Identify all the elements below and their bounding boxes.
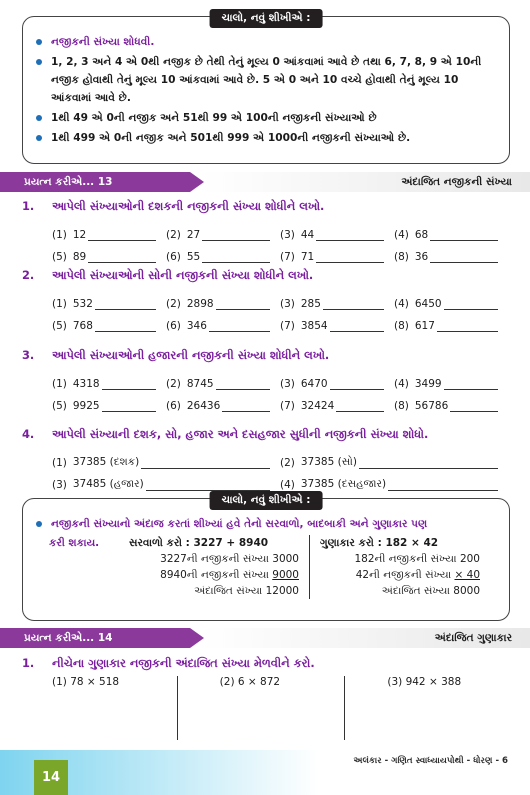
bullet-item: 1થી 49 એ 0ની નજીક અને 51થી 99 એ 100ની નજીકની સંખ્યાઓ છે <box>35 109 495 127</box>
answer-item <box>52 251 166 263</box>
product-result: અંદાજિત સંખ્યા 8000 <box>381 585 480 597</box>
estimation-examples <box>23 535 509 599</box>
item-value: 12 <box>72 229 87 241</box>
answer-item <box>394 320 508 332</box>
answer-item <box>52 478 280 491</box>
question-number: 1. <box>22 656 35 670</box>
item-value: 532 <box>72 298 93 310</box>
learn-tag: ચાલો, નવું શીખીએ : <box>210 491 323 510</box>
question-text: આપેલી સંખ્યાઓની દશકની નજીકની સંખ્યા શોધીને લખો. <box>52 199 325 213</box>
bullet-continuation: કરી શકાય. <box>49 537 100 549</box>
answer-blank[interactable] <box>95 320 156 332</box>
learn-box-top <box>22 12 510 164</box>
item-value: 32424 <box>300 400 335 412</box>
question-3 <box>22 347 512 412</box>
item-value: 6470 <box>300 378 328 390</box>
answer-item <box>52 229 166 241</box>
answer-blank[interactable] <box>222 400 270 412</box>
bullet-item: નજીકની સંખ્યાનો અંદાજ કરતાં શીખ્યાં હવે તેનો સરવાળો, બાદબાકી અને ગુણાકાર પણ <box>35 515 495 533</box>
answer-item <box>280 478 508 491</box>
answer-blank[interactable] <box>330 320 384 332</box>
item-value: 56786 <box>414 400 449 412</box>
answer-item <box>166 229 280 241</box>
answer-blank[interactable] <box>336 400 384 412</box>
footer-title: અલંકાર - ગણિત સ્વાધ્યાયપોથી - ધોરણ - 6 <box>353 756 508 766</box>
item-label: (8) <box>394 320 409 332</box>
work-columns <box>22 676 512 740</box>
answer-item <box>280 251 394 263</box>
answer-item <box>394 251 508 263</box>
item-value: 89 <box>72 251 87 263</box>
work-area[interactable]: (3) 942 × 388 <box>344 676 512 740</box>
item-label: (3) <box>280 298 295 310</box>
section-bar-label: પ્રયત્ન કરીએ... 13 <box>0 172 190 192</box>
answer-item <box>52 378 166 390</box>
item-label: (3) <box>280 229 295 241</box>
answer-blank[interactable] <box>430 229 498 241</box>
item-value: 71 <box>300 251 315 263</box>
sum-line: 8940ની નજીકની સંખ્યા 9000 <box>160 569 299 581</box>
item-label: (4) <box>280 479 295 491</box>
item-value: 37385 (દસહજાર) <box>300 478 387 490</box>
answer-item <box>394 378 508 390</box>
question-text: આપેલી સંખ્યાની દશક, સો, હજાર અને દસહજાર સુધીની નજીકની સંખ્યા શોધો. <box>52 427 429 441</box>
answer-blank[interactable] <box>141 457 270 469</box>
answer-item <box>280 320 394 332</box>
answer-blank[interactable] <box>202 229 270 241</box>
answer-item <box>394 298 508 310</box>
item-label: (5) <box>52 400 67 412</box>
item-value: 768 <box>72 320 93 332</box>
answer-item <box>166 320 280 332</box>
answer-blank[interactable] <box>316 229 384 241</box>
bullet-item: 1થી 499 એ 0ની નજીક અને 501થી 999 એ 1000ની નજીકની સંખ્યાઓ છે. <box>35 129 495 147</box>
sum-line: 3227ની નજીકની સંખ્યા 3000 <box>160 553 299 565</box>
item-value: 617 <box>414 320 435 332</box>
product-line: 182ની નજીકની સંખ્યા 200 <box>354 553 480 565</box>
item-label: (5) <box>52 320 67 332</box>
answer-blank[interactable] <box>444 378 498 390</box>
answer-blank[interactable] <box>444 298 498 310</box>
question-number: 3. <box>22 348 35 362</box>
question-5 <box>22 655 512 671</box>
item-value: 3499 <box>414 378 442 390</box>
problem: 6 × 872 <box>237 676 281 688</box>
item-value: 2898 <box>186 298 214 310</box>
problem: 78 × 518 <box>70 676 120 688</box>
item-value: 37385 (સો) <box>300 456 357 468</box>
sum-title: સરવાળો કરો : 3227 + 8940 <box>129 537 269 549</box>
answer-blank[interactable] <box>359 457 498 469</box>
item-value: 37485 (હજાર) <box>72 478 144 490</box>
item-value: 36 <box>414 251 429 263</box>
learn-bullets <box>23 17 509 147</box>
answer-item <box>280 298 394 310</box>
answer-blank[interactable] <box>146 479 270 491</box>
product-title: ગુણાકાર કરો : 182 × 42 <box>320 537 439 549</box>
question-text: આપેલી સંખ્યાઓની હજારની નજીકની સંખ્યા શોધીને લખો. <box>52 348 330 362</box>
item-value: 9925 <box>72 400 100 412</box>
item-label: (3) <box>52 479 67 491</box>
question-number: 1. <box>22 199 35 213</box>
item-label: (2) <box>280 457 295 469</box>
answer-blank[interactable] <box>316 251 384 263</box>
section-bar-14 <box>0 628 530 648</box>
item-label: (7) <box>280 400 295 412</box>
answer-blank[interactable] <box>88 251 156 263</box>
item-value: 4318 <box>72 378 100 390</box>
answer-blank[interactable] <box>216 298 270 310</box>
section-bar-13 <box>0 172 530 192</box>
answer-blank[interactable] <box>388 479 498 491</box>
item-value: 37385 (દશક) <box>72 456 140 468</box>
question-number: 4. <box>22 427 35 441</box>
answer-item <box>52 456 280 469</box>
item-label: (1) <box>52 229 67 241</box>
answer-item <box>166 400 280 412</box>
section-bar-topic: અંદાજિત ગુણાકાર <box>200 628 530 648</box>
question-2 <box>22 267 512 332</box>
answer-item <box>394 400 508 412</box>
answer-blank[interactable] <box>102 400 156 412</box>
answer-item <box>280 400 394 412</box>
item-value: 6450 <box>414 298 442 310</box>
question-text: નીચેના ગુણાકાર નજીકની અંદાજિત સંખ્યા મેળવીને કરો. <box>52 656 315 670</box>
answer-item <box>394 229 508 241</box>
answer-grid <box>22 368 512 412</box>
item-value: 44 <box>300 229 315 241</box>
answer-item <box>166 298 280 310</box>
learn-box-estimation <box>22 494 510 621</box>
work-area[interactable]: (1) 78 × 518 <box>52 676 120 688</box>
sum-result: અંદાજિત સંખ્યા 12000 <box>194 585 299 597</box>
answer-blank[interactable] <box>202 251 270 263</box>
item-label: (4) <box>394 378 409 390</box>
divider <box>309 535 310 599</box>
answer-blank[interactable] <box>430 251 498 263</box>
answer-item <box>280 456 508 469</box>
answer-blank[interactable] <box>450 400 498 412</box>
item-label: (8) <box>394 400 409 412</box>
section-bar-label: પ્રયત્ન કરીએ... 14 <box>0 628 190 648</box>
item-value: 68 <box>414 229 429 241</box>
bullet-item: 1, 2, 3 અને 4 એ 0થી નજીક છે તેથી તેનું મૂલ્ય 0 આંકવામાં આવે છે તથા 6, 7, 8, 9 એ 10ની નજીક હોવાથી તેનું મૂલ્ય 10 આંકવામાં આવે છે. 5 એ 0 અને 10 વચ્ચે હોવાથી તેનું મૂલ્ય 10 આંકવામાં આવે છે. <box>35 53 495 107</box>
product-example <box>320 535 480 599</box>
page-number: 14 <box>34 760 68 795</box>
answer-grid <box>22 219 512 263</box>
item-label: (4) <box>394 298 409 310</box>
answer-grid <box>22 288 512 332</box>
item-label: (2) <box>166 229 181 241</box>
answer-item <box>52 298 166 310</box>
answer-item <box>280 378 394 390</box>
answer-blank[interactable] <box>437 320 498 332</box>
question-number: 2. <box>22 268 35 282</box>
item-value: 27 <box>186 229 201 241</box>
answer-blank[interactable] <box>323 298 384 310</box>
answer-item <box>166 378 280 390</box>
item-label: (6) <box>166 251 181 263</box>
item-label: (1) <box>52 298 67 310</box>
item-value: 3854 <box>300 320 328 332</box>
answer-blank[interactable] <box>102 378 156 390</box>
problem: 942 × 388 <box>405 676 462 688</box>
item-label: (4) <box>394 229 409 241</box>
item-label: (6) <box>166 320 181 332</box>
answer-item <box>166 251 280 263</box>
answer-blank[interactable] <box>95 298 156 310</box>
item-value: 55 <box>186 251 201 263</box>
item-label: (2) <box>166 378 181 390</box>
learn-tag: ચાલો, નવું શીખીએ : <box>210 9 323 28</box>
item-label: (1) <box>52 378 67 390</box>
item-label: (6) <box>166 400 181 412</box>
answer-blank[interactable] <box>330 378 384 390</box>
product-line: 42ની નજીકની સંખ્યા × 40 <box>355 569 480 581</box>
item-label: (7) <box>280 251 295 263</box>
bullet-item: નજીકની સંખ્યા શોધવી. <box>35 33 495 51</box>
item-label: (5) <box>52 251 67 263</box>
item-label: (7) <box>280 320 295 332</box>
answer-grid <box>22 447 512 491</box>
answer-item <box>52 400 166 412</box>
answer-blank[interactable] <box>216 378 270 390</box>
question-1 <box>22 198 512 263</box>
item-value: 285 <box>300 298 321 310</box>
work-area[interactable]: (2) 6 × 872 <box>177 676 345 740</box>
item-label: (2) <box>166 298 181 310</box>
answer-blank[interactable] <box>88 229 156 241</box>
answer-item <box>280 229 394 241</box>
question-4 <box>22 426 512 491</box>
section-bar-topic: અંદાજિત નજીકની સંખ્યા <box>200 172 530 192</box>
item-label: (1) <box>52 457 67 469</box>
sum-example <box>129 535 299 599</box>
item-value: 26436 <box>186 400 221 412</box>
question-text: આપેલી સંખ્યાઓની સોની નજીકની સંખ્યા શોધીને લખો. <box>52 268 314 282</box>
item-value: 8745 <box>186 378 214 390</box>
item-label: (8) <box>394 251 409 263</box>
answer-item <box>52 320 166 332</box>
item-value: 346 <box>186 320 207 332</box>
item-label: (3) <box>280 378 295 390</box>
answer-blank[interactable] <box>209 320 270 332</box>
